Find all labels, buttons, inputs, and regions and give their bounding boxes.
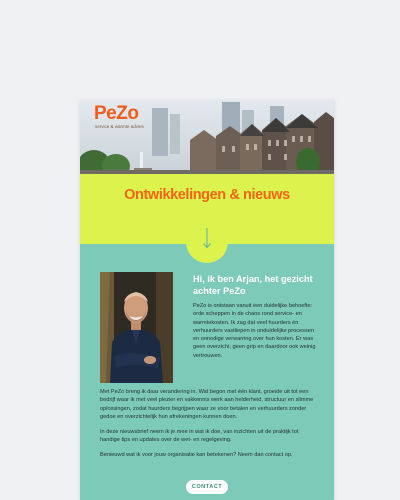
- body-paragraph: In deze nieuwsbrief neem ik je mee in wat ik doe, van inzichten uit de praktijk tot handige tips en updates over de wet- en regelgeving.: [100, 428, 299, 443]
- contact-button[interactable]: CONTACT: [186, 480, 228, 494]
- hero-banner: [80, 100, 334, 174]
- arrow-circle: [186, 221, 228, 263]
- intro-section: [80, 244, 334, 372]
- body-text: [100, 388, 318, 466]
- portrait-photo: [100, 272, 173, 383]
- arrow-down-icon: [202, 227, 212, 251]
- body-paragraph: Benieuwd wat ik voor jouw organisatie kan betekenen? Neem dan contact op.: [100, 451, 293, 458]
- body-paragraph: Met PeZo breng ik daar verandering in. Wat begon met één klant, groeide uit tot een bedrijf waar ik met veel plezier en vakkennis werk aan helderheid, structuur en slimme oplossingen, zodat huurders begrijpen waar ze voor betalen en verhuurders zonder gedoe en overzichtelijk hun afrekeningen kunnen doen.: [100, 389, 314, 420]
- header-band: [80, 174, 334, 244]
- newsletter-card: [80, 100, 334, 500]
- newsletter-title: Ontwikkelingen & nieuws: [124, 187, 290, 203]
- pezo-logo: PeZo: [94, 103, 139, 124]
- intro-lead-text: PeZo is ontstaan vanuit een duidelijke behoefte: orde scheppen in de chaos rond service- en warmtekosten. Ik zag dat veel huurders én verhuurders vastliepen in onduidelijke processen en onnodige verwarring over hun kosten. Er was geen overzicht, geen grip en daardoor ook weinig vertrouwen.: [193, 303, 316, 359]
- arjan-portrait-image: [100, 272, 173, 383]
- logo-tagline: service & warmte advies: [95, 124, 144, 129]
- intro-heading: Hi, ik ben Arjan, het gezicht achter PeZo: [193, 274, 313, 296]
